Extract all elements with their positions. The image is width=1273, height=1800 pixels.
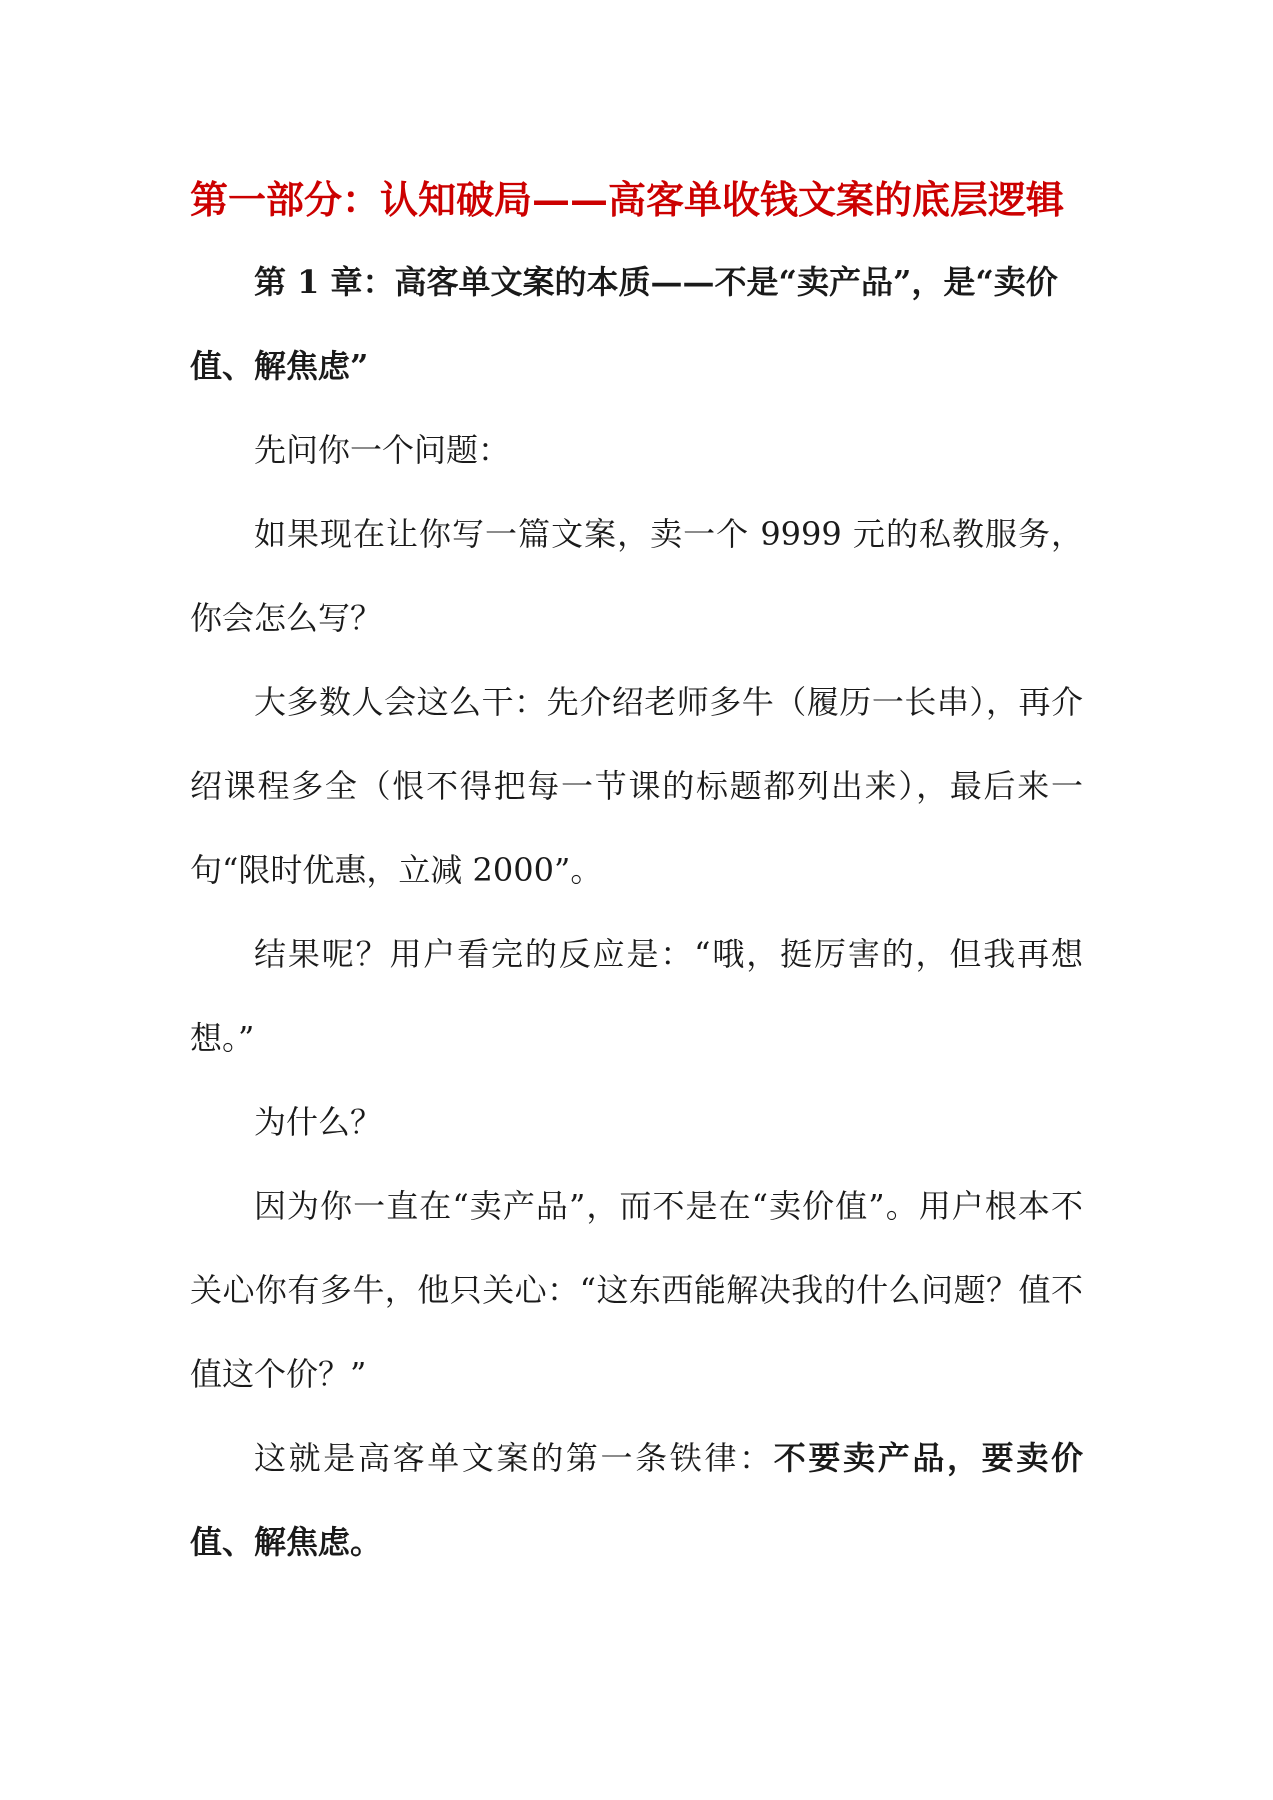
iron-rule-emphasis: 不要卖产品，要卖价值、解焦虑。 [190, 1439, 1083, 1561]
paragraph-question: 如果现在让你写一篇文案，卖一个 9999 元的私教服务，你会怎么写？ [190, 515, 1083, 637]
iron-rule-lead: 这就是高客单文案的第一条铁律： [254, 1439, 774, 1477]
paragraph-result: 结果呢？用户看完的反应是：“哦，挺厉害的，但我再想想。” [190, 935, 1083, 1057]
document-page [190, 160, 1083, 1584]
part-title: 第一部分：认知破局——高客单收钱文案的底层逻辑 [190, 177, 1065, 222]
paragraph-iron-rule [190, 1416, 1083, 1584]
paragraph-reason: 因为你一直在“卖产品”，而不是在“卖价值”。用户根本不关心你有多牛，他只关心：“这东西能解决我的什么问题？值不值这个价？” [190, 1187, 1083, 1393]
paragraph-common-approach: 大多数人会这么干：先介绍老师多牛（履历一长串），再介绍课程多全（恨不得把每一节课的标题都列出来），最后来一句“限时优惠，立减 2000”。 [190, 683, 1083, 889]
chapter-title: 第 1 章：高客单文案的本质——不是“卖产品”，是“卖价值、解焦虑” [190, 263, 1058, 385]
paragraph-question-intro: 先问你一个问题： [254, 431, 511, 469]
paragraph-why: 为什么？ [254, 1103, 383, 1141]
